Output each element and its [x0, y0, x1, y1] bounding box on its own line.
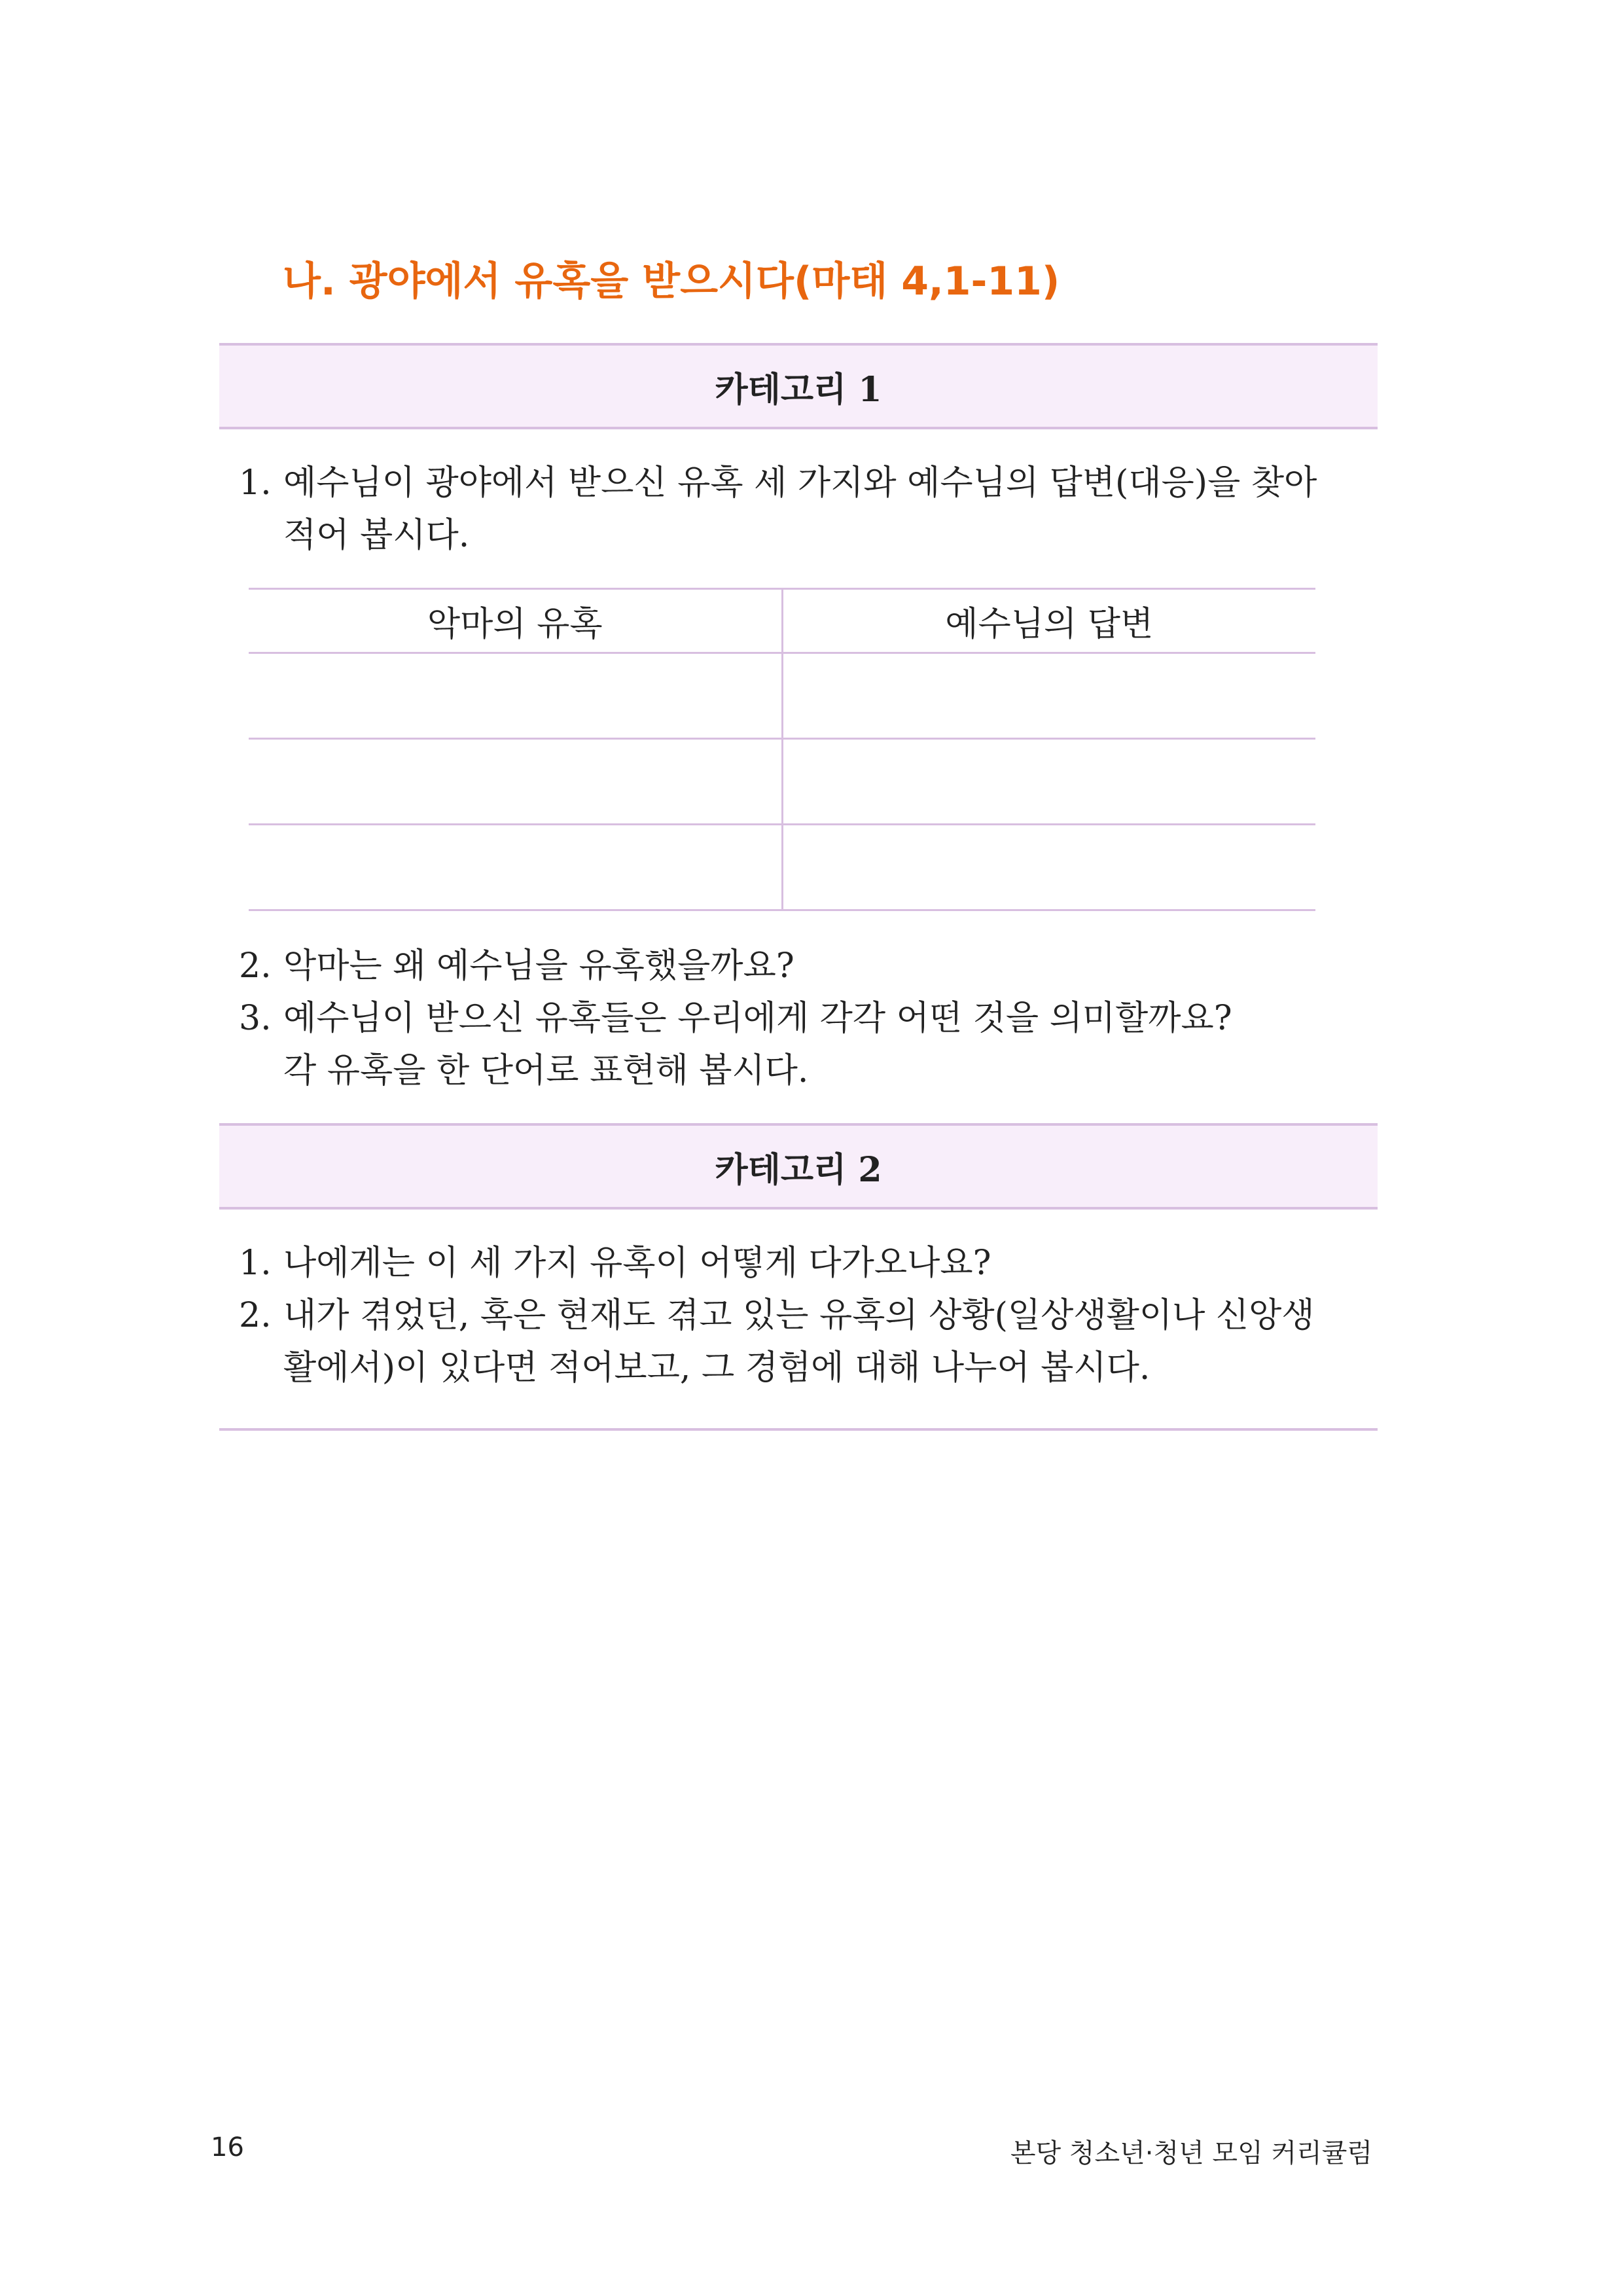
page-number: 16 — [211, 2132, 244, 2162]
answer-cell[interactable] — [249, 739, 782, 825]
section-title: 나. 광야에서 유혹을 받으시다(마태 4,1-11) — [283, 259, 1060, 304]
question-text: 예수님이 광야에서 받으신 유혹 세 가지와 예수님의 답변(대응)을 찾아 — [283, 463, 1317, 503]
column-header-devil-temptation: 악마의 유혹 — [249, 589, 782, 653]
question-number: 1. — [239, 1244, 272, 1283]
question-text: 악마는 왜 예수님을 유혹했을까요? — [283, 946, 794, 986]
question-number: 2. — [239, 946, 272, 986]
answer-cell[interactable] — [782, 653, 1315, 739]
question-number: 2. — [239, 1296, 272, 1335]
table-row — [249, 653, 1315, 739]
table-row — [249, 739, 1315, 825]
question-number: 1. — [239, 463, 272, 503]
category-2-question-2 — [239, 1289, 1391, 1394]
category-1-header: 카테고리 1 — [219, 343, 1378, 429]
category-2-header: 카테고리 2 — [219, 1123, 1378, 1210]
question-text-continued: 적어 봅시다. — [283, 516, 470, 555]
answer-cell[interactable] — [249, 653, 782, 739]
answer-cell[interactable] — [782, 825, 1315, 910]
question-text-continued: 활에서)이 있다면 적어보고, 그 경험에 대해 나누어 봅시다. — [283, 1348, 1150, 1388]
answer-cell[interactable] — [249, 825, 782, 910]
temptation-answer-table — [249, 588, 1315, 911]
section-bottom-divider — [219, 1428, 1378, 1431]
category-2-question-1 — [239, 1237, 1391, 1289]
question-text: 나에게는 이 세 가지 유혹이 어떻게 다가오나요? — [283, 1244, 991, 1283]
table-header-row — [249, 589, 1315, 653]
question-number: 3. — [239, 999, 272, 1038]
book-title: 본당 청소년·청년 모임 커리큘럼 — [1010, 2138, 1372, 2168]
column-header-jesus-answer: 예수님의 답변 — [782, 589, 1315, 653]
category-1-question-3 — [239, 992, 1391, 1097]
question-text: 내가 겪었던, 혹은 현재도 겪고 있는 유혹의 상황(일상생활이나 신앙생 — [283, 1296, 1315, 1335]
question-text-continued: 각 유혹을 한 단어로 표현해 봅시다. — [283, 1051, 809, 1090]
table-row — [249, 825, 1315, 910]
category-1-question-1 — [239, 457, 1391, 562]
answer-cell[interactable] — [782, 739, 1315, 825]
category-1-question-2 — [239, 940, 1391, 992]
question-text: 예수님이 받으신 유혹들은 우리에게 각각 어떤 것을 의미할까요? — [283, 999, 1232, 1038]
